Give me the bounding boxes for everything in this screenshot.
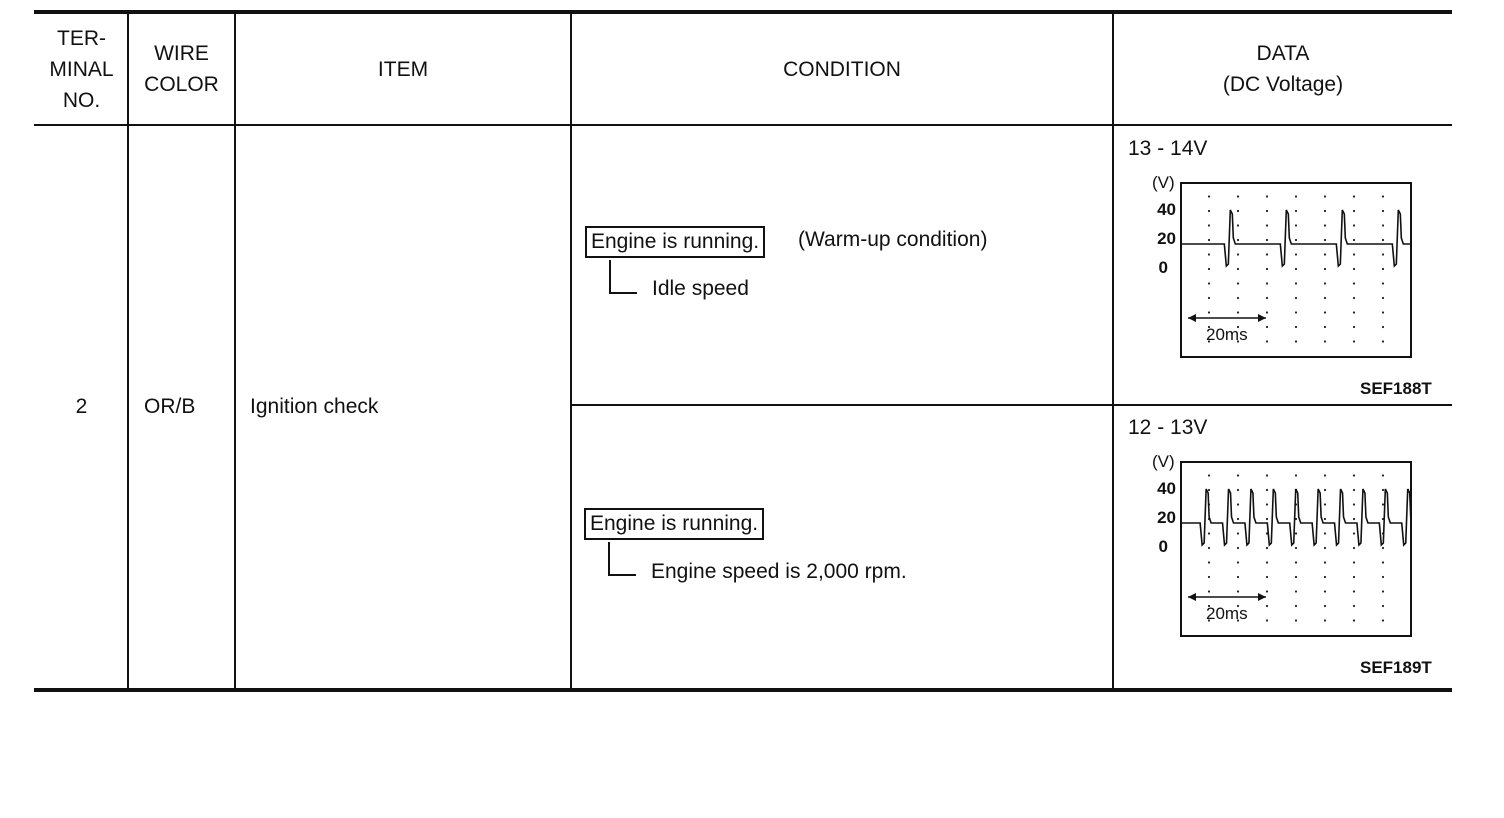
header-terminal-no (36, 14, 127, 124)
condition-1-sub: Idle speed (652, 277, 749, 300)
scope-1-tick-0: 0 (1158, 258, 1168, 277)
condition-2-branch-connector (608, 542, 636, 576)
header-bottom-rule (34, 124, 1452, 126)
header-terminal-line2: MINAL (49, 57, 114, 81)
scope-2-tick-20: 20 (1157, 508, 1176, 527)
condition-1-boxed: Engine is running. (585, 226, 765, 258)
time-marker-arrow-right (1258, 593, 1266, 601)
scope-1-tick-40: 40 (1157, 200, 1176, 219)
voltage-1: 13 - 14V (1128, 137, 1208, 160)
scope-waveform (1182, 210, 1410, 266)
time-marker-arrow-right (1258, 314, 1266, 322)
figure-id-2: SEF189T (1360, 658, 1432, 677)
scope-2-unit: (V) (1152, 452, 1175, 471)
terminal-no-cell: 2 (75, 395, 88, 418)
header-terminal-line1: TER- (57, 26, 106, 50)
condition-1-branch-connector (609, 260, 637, 294)
oscilloscope-2 (1180, 461, 1412, 637)
header-data (1114, 14, 1452, 124)
header-data-line2: (DC Voltage) (1222, 73, 1344, 96)
condition-divider (571, 404, 1452, 406)
scope-1-tick-20: 20 (1157, 229, 1176, 248)
header-condition (572, 14, 1112, 124)
time-marker-label: 20ms (1206, 325, 1248, 344)
time-marker-arrow-left (1188, 314, 1196, 322)
scope-1-unit: (V) (1152, 173, 1175, 192)
scope-2-tick-0: 0 (1158, 537, 1168, 556)
scope-waveform (1182, 489, 1412, 545)
condition-2-boxed: Engine is running. (584, 508, 764, 540)
time-marker-arrow-left (1188, 593, 1196, 601)
header-item-label: ITEM (377, 57, 429, 81)
oscilloscope-1 (1180, 182, 1412, 358)
condition-1-extra: (Warm-up condition) (798, 228, 988, 251)
header-condition-label: CONDITION (783, 57, 901, 81)
time-marker-label: 20ms (1206, 604, 1248, 623)
header-wire-line2: COLOR (144, 73, 219, 96)
condition-2-sub: Engine speed is 2,000 rpm. (651, 560, 907, 583)
header-wire-color (129, 14, 234, 124)
item-cell: Ignition check (250, 395, 379, 418)
scope-2-tick-40: 40 (1157, 479, 1176, 498)
scope-grid (1208, 195, 1384, 342)
header-item (236, 14, 570, 124)
figure-id-1: SEF188T (1360, 379, 1432, 398)
voltage-2: 12 - 13V (1128, 416, 1208, 439)
table-bottom-rule (34, 688, 1452, 692)
header-terminal-line3: NO. (62, 88, 101, 112)
header-wire-line1: WIRE (154, 42, 209, 65)
header-data-line1: DATA (1256, 42, 1310, 65)
wire-color-cell: OR/B (144, 395, 196, 418)
